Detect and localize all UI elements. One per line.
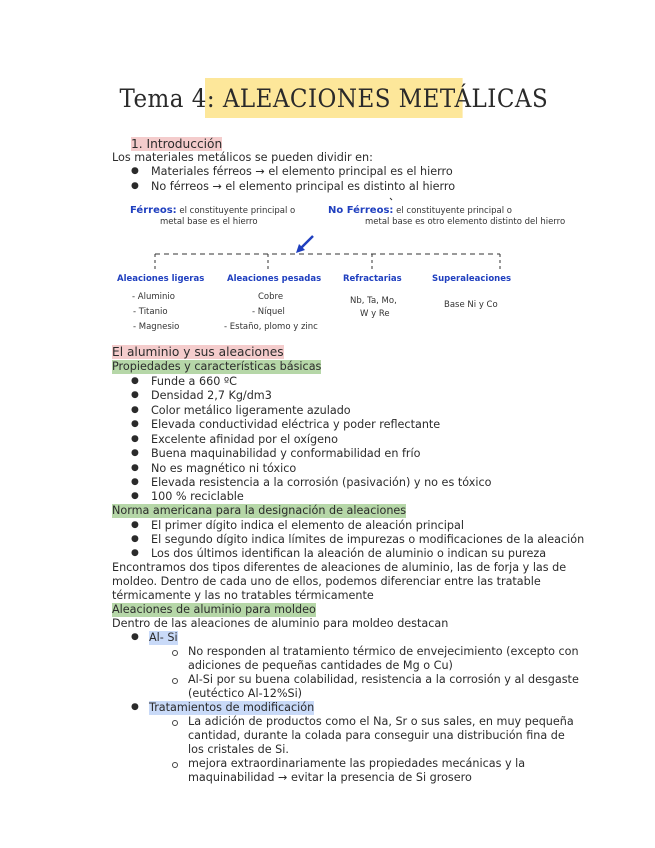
list-item: 100 % reciclable xyxy=(151,490,244,503)
list-item: Color metálico ligeramente azulado xyxy=(151,404,351,417)
sub-item-line: mejora extraordinariamente las propiedades mecánicas y la xyxy=(188,757,526,770)
bullet-icon: ● xyxy=(131,477,139,487)
item-aluminio: - Aluminio xyxy=(132,292,175,302)
bullet-icon: ● xyxy=(131,434,139,444)
bullet-icon: ● xyxy=(131,632,139,642)
sub-item-line: No responden al tratamiento térmico de envejecimiento (excepto con xyxy=(188,645,579,658)
item-refractarias-2: W y Re xyxy=(360,309,390,319)
item-refractarias-1: Nb, Ta, Mo, xyxy=(350,296,397,306)
category-ligeras: Aleaciones ligeras xyxy=(117,274,205,284)
subheading-propiedades: Propiedades y características básicas xyxy=(112,360,322,373)
item-titanio: - Titanio xyxy=(133,307,168,317)
no-ferreos-desc: el constituyente principal o xyxy=(396,206,512,216)
list-item: No es magnético ni tóxico xyxy=(151,462,297,475)
bullet-icon: ● xyxy=(131,390,139,400)
item-magnesio: - Magnesio xyxy=(133,322,180,332)
list-item: Los dos últimos identifican la aleación de aluminio o indican su pureza xyxy=(151,547,547,560)
circle-bullet-icon xyxy=(172,762,178,768)
tratamientos-label: Tratamientos de modificación xyxy=(149,701,315,714)
bullet-icon: ● xyxy=(131,181,139,191)
ferreos-desc: el constituyente principal o xyxy=(179,206,296,216)
alsi-label: Al- Si xyxy=(149,631,178,644)
list-item: Densidad 2,7 Kg/dm3 xyxy=(151,389,272,402)
bullet-icon: ● xyxy=(131,534,139,544)
page-title: Tema 4: ALEACIONES METÁLICAS xyxy=(205,78,463,118)
sub-item-line: Al-Si por su buena colabilidad, resistencia a la corrosión y al desgaste xyxy=(188,673,579,686)
circle-bullet-icon xyxy=(172,720,178,726)
moldeo-intro: Dentro de las aleaciones de aluminio para moldeo destacan xyxy=(112,617,449,630)
list-item: El segundo dígito indica límites de impurezas o modificaciones de la aleación xyxy=(151,533,585,546)
bullet-icon: ● xyxy=(131,702,139,712)
bullet-icon: ● xyxy=(131,520,139,530)
list-item: Elevada conductividad eléctrica y poder reflectante xyxy=(151,418,441,431)
list-item: Excelente afinidad por el oxígeno xyxy=(151,433,338,446)
intro-text: Los materiales metálicos se pueden dividir en: xyxy=(112,151,373,164)
paragraph-line: térmicamente y las no tratables térmicamente xyxy=(112,589,374,602)
item-niquel: - Níquel xyxy=(252,307,285,317)
list-item: Funde a 660 ºC xyxy=(151,375,237,388)
circle-bullet-icon xyxy=(172,678,178,684)
section-heading-aluminio: El aluminio y sus aleaciones xyxy=(112,345,284,359)
ferreos-label: Férreos: xyxy=(130,205,177,216)
sub-item-line: cantidad, durante la colada para conseguir una distribución fina de xyxy=(188,729,565,742)
category-pesadas: Aleaciones pesadas xyxy=(227,274,322,284)
paragraph-line: Encontramos dos tipos diferentes de aleaciones de aluminio, las de forja y las de xyxy=(112,561,567,574)
category-refractarias: Refractarias xyxy=(343,274,402,284)
list-item: Materiales férreos → el elemento principal es el hierro xyxy=(151,165,453,178)
bullet-icon: ● xyxy=(131,166,139,176)
item-superaleaciones: Base Ni y Co xyxy=(444,300,498,310)
section-heading-introduccion: 1. Introducción xyxy=(131,137,223,151)
no-ferreos-desc-2: metal base es otro elemento distinto del hierro xyxy=(365,217,566,227)
bullet-icon: ● xyxy=(131,491,139,501)
subheading-norma: Norma americana para la designación de aleaciones xyxy=(112,504,407,517)
item-cobre: Cobre xyxy=(258,292,284,302)
sub-item-line: La adición de productos como el Na, Sr o sus sales, en muy pequeña xyxy=(188,715,574,728)
bullet-icon: ● xyxy=(131,419,139,429)
bullet-icon: ● xyxy=(131,463,139,473)
sub-item-line: maquinabilidad → evitar la presencia de Si grosero xyxy=(188,771,472,784)
list-item: El primer dígito indica el elemento de aleación principal xyxy=(151,519,464,532)
ferreos-desc-2: metal base es el hierro xyxy=(160,217,258,227)
no-ferreos-label: No Férreos: xyxy=(328,205,394,216)
list-item: No férreos → el elemento principal es distinto al hierro xyxy=(151,180,456,193)
category-superaleaciones: Superaleaciones xyxy=(432,274,512,284)
bullet-icon: ● xyxy=(131,548,139,558)
circle-bullet-icon xyxy=(172,650,178,656)
list-item: Elevada resistencia a la corrosión (pasivación) y no es tóxico xyxy=(151,476,492,489)
bullet-icon: ● xyxy=(131,448,139,458)
item-estano: - Estaño, plomo y zinc xyxy=(224,322,318,332)
tick-mark xyxy=(390,198,392,200)
sub-item-line: los cristales de Si. xyxy=(188,743,289,756)
bullet-icon: ● xyxy=(131,405,139,415)
subheading-moldeo: Aleaciones de aluminio para moldeo xyxy=(112,603,316,616)
paragraph-line: moldeo. Dentro de cada uno de ellos, podemos diferenciar entre las tratable xyxy=(112,575,541,588)
list-item: Buena maquinabilidad y conformabilidad en frío xyxy=(151,447,421,460)
sub-item-line: adiciones de pequeñas cantidades de Mg o Cu) xyxy=(188,659,453,672)
sub-item-line: (eutéctico Al-12%Si) xyxy=(188,687,303,700)
bullet-icon: ● xyxy=(131,376,139,386)
